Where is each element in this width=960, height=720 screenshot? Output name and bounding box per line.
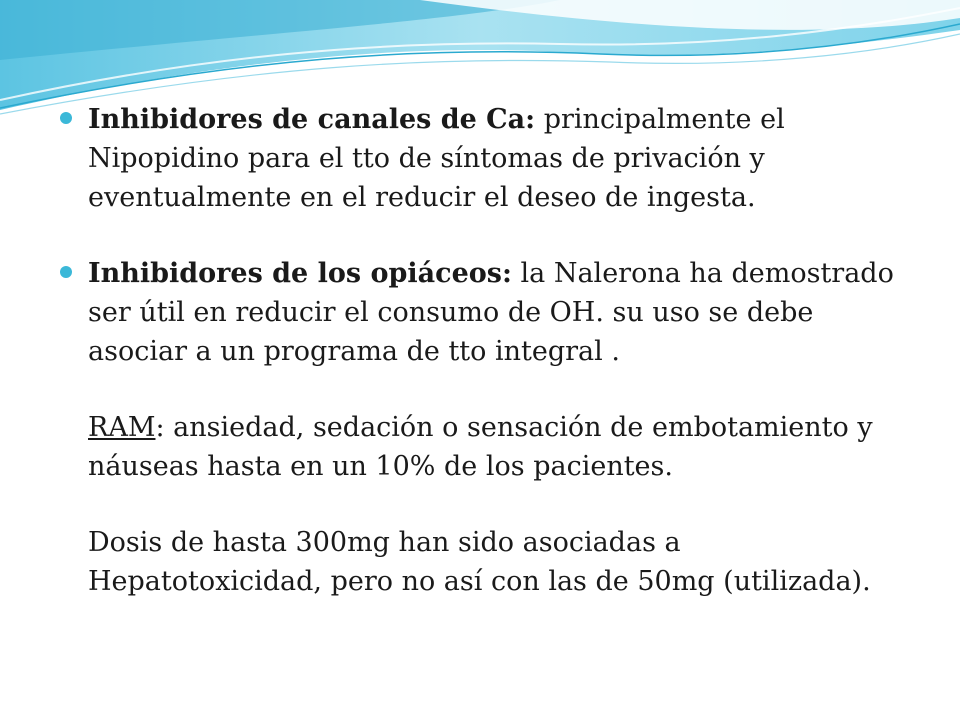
paragraph-ram <box>60 408 920 486</box>
item-text: : ansiedad, sedación o sensación de embotamiento y náuseas hasta en un 10% de los pacientes. <box>88 412 873 482</box>
bullet-dot-icon <box>60 266 72 278</box>
item-underlined-term: RAM <box>88 412 156 443</box>
bullet-item-opioid <box>60 254 920 371</box>
item-text: Dosis de hasta 300mg han sido asociadas a Hepatotoxicidad, pero no así con las de 50mg (utilizada). <box>88 527 871 597</box>
bullet-item-calcium-channel <box>60 100 920 217</box>
slide-body <box>60 100 920 601</box>
bullet-dot-icon <box>60 112 72 124</box>
paragraph-dosage <box>60 523 920 601</box>
item-text: la Nalerona ha demostrado ser útil en reducir el consumo de OH. su uso se debe asociar a un programa de tto integral . <box>88 258 894 367</box>
item-lead: Inhibidores de canales de Ca: <box>88 104 536 135</box>
item-lead: Inhibidores de los opiáceos: <box>88 258 512 289</box>
item-text: principalmente el Nipopidino para el tto de síntomas de privación y eventualmente en el reducir el deseo de ingesta. <box>88 104 785 213</box>
